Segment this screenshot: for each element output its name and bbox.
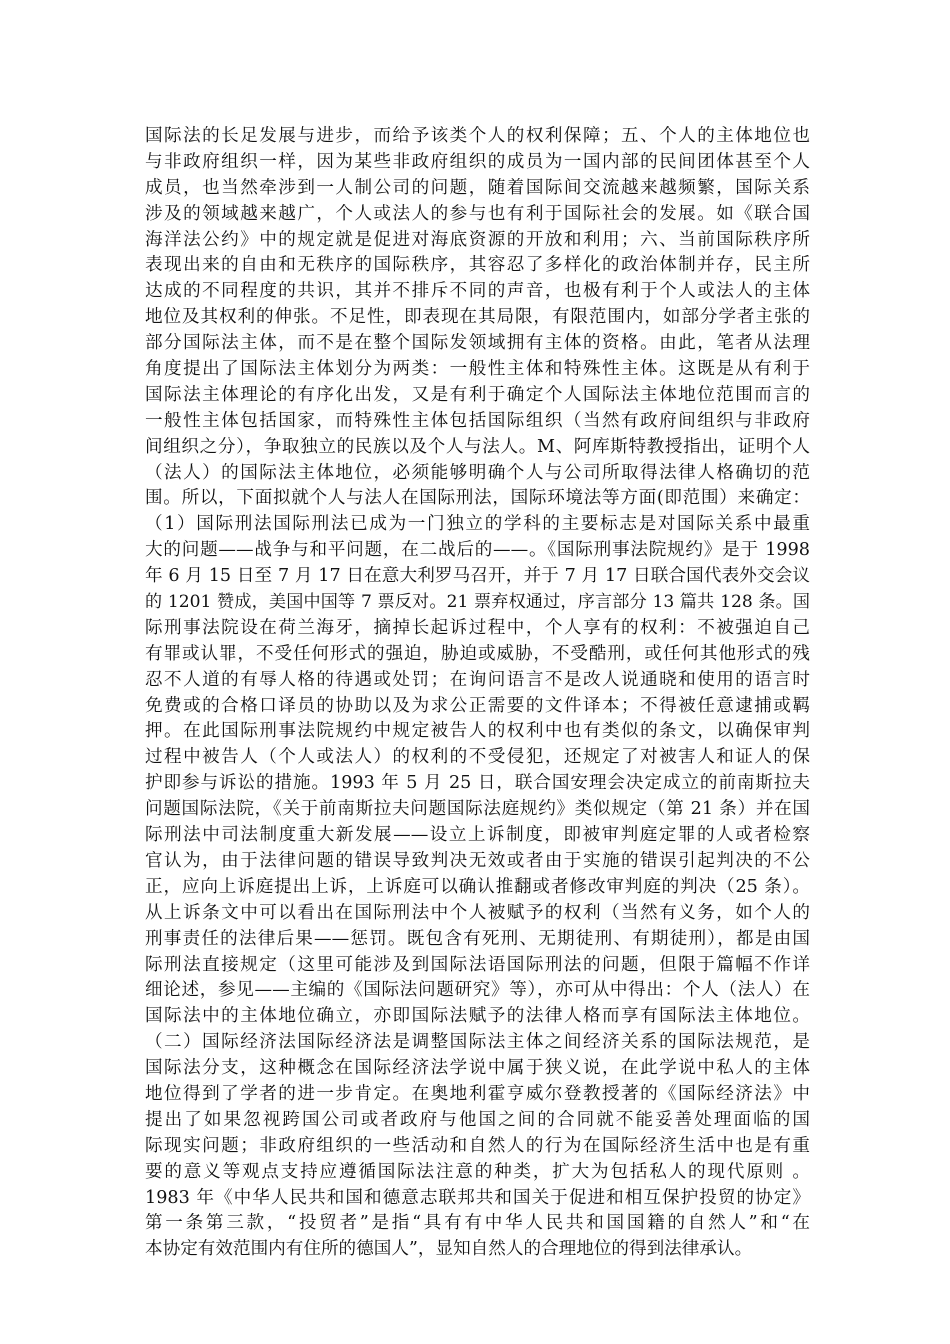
- text-line: 际刑法中司法制度重大新发展——设立上诉制度，即被审判庭定罪的人或者检察: [145, 825, 810, 846]
- text-line: 忍不人道的有辱人格的待遇或处罚；在询问语言不是改人说通晓和使用的语言时: [145, 669, 810, 690]
- text-line: 免费或的合格口译员的协助以及为求公正需要的文件译本；不得被任意逮捕或羁: [145, 695, 810, 716]
- text-line: 押。在此国际刑事法院规约中规定被告人的权利中也有类似的条文，以确保审判: [145, 721, 810, 742]
- text-line: 过程中被告人（个人或法人）的权利的不受侵犯，还规定了对被害人和证人的保: [145, 747, 810, 768]
- text-line: 围。所以，下面拟就个人与法人在国际刑法，国际环境法等方面(即范围）来确定：: [145, 488, 810, 509]
- text-line: 角度提出了国际法主体划分为两类：一般性主体和特殊性主体。这既是从有利于: [145, 359, 810, 380]
- text-line: 1983 年《中华人民共和国和德意志联邦共和国关于促进和相互保护投贸的协定》: [145, 1187, 810, 1208]
- text-line: 海洋法公约》中的规定就是促进对海底资源的开放和利用；六、当前国际秩序所: [145, 229, 810, 250]
- text-line: （法人）的国际法主体地位，必须能够明确个人与公司所取得法律人格确切的范: [145, 462, 810, 483]
- text-line: 细论述，参见——主编的《国际法问题研究》等），亦可从中得出：个人（法人）在: [145, 980, 810, 1001]
- text-line: 第一条第三款，“投贸者”是指“具有有中华人民共和国国籍的自然人”和“在: [145, 1213, 810, 1234]
- text-line: 成员，也当然牵涉到一人制公司的问题，随着国际间交流越来越频繁，国际关系: [145, 177, 810, 198]
- text-line: 的 1201 赞成，美国中国等 7 票反对。21 票弃权通过，序言部分 13 篇共 128 条。国: [145, 592, 810, 613]
- text-line: 间组织之分），争取独立的民族以及个人与法人。M、阿库斯特教授指出，证明个人: [145, 436, 810, 457]
- text-line: 国际法中的主体地位确立，亦即国际法赋予的法律人格而享有国际法主体地位。: [145, 1006, 810, 1027]
- text-line: 达成的不同程度的共识，其并不排斥不同的声音，也极有利于个人或法人的主体: [145, 281, 810, 302]
- text-line: 官认为，由于法律问题的错误导致判决无效或者由于实施的错误引起判决的不公: [145, 850, 810, 871]
- text-line: 年 6 月 15 日至 7 月 17 日在意大利罗马召开，并于 7 月 17 日联合国代表外交会议: [145, 566, 810, 587]
- text-line: （1）国际刑法国际刑法已成为一门独立的学科的主要标志是对国际关系中最重: [145, 514, 810, 535]
- text-line: 一般性主体包括国家，而特殊性主体包括国际组织（当然有政府间组织与非政府: [145, 410, 810, 431]
- text-line: 国际法的长足发展与进步，而给予该类个人的权利保障；五、个人的主体地位也: [145, 126, 810, 146]
- text-line: 护即参与诉讼的措施。1993 年 5 月 25 日，联合国安理会决定成立的前南斯拉夫: [145, 773, 810, 794]
- text-line: 问题国际法院，《关于前南斯拉夫问题国际法庭规约》类似规定（第 21 条）并在国: [145, 799, 810, 820]
- text-line: 本协定有效范围内有住所的德国人”，显知自然人的合理地位的得到法律承认。: [145, 1239, 753, 1260]
- text-line: （二）国际经济法国际经济法是调整国际法主体之间经济关系的国际法规范，是: [145, 1032, 810, 1053]
- text-line: 地位及其权利的伸张。不足性，即表现在其局限，有限范围内，如部分学者主张的: [145, 307, 810, 328]
- text-line: 国际法主体理论的有序化出发，又是有利于确定个人国际法主体地位范围而言的: [145, 384, 810, 405]
- text-line: 有罪或认罪，不受任何形式的强迫，胁迫或威胁，不受酷刑，或任何其他形式的残: [145, 643, 810, 664]
- body-text: [145, 124, 810, 1263]
- text-line: 涉及的领域越来越广，个人或法人的参与也有利于国际社会的发展。如《联合国: [145, 203, 810, 224]
- text-line: 与非政府组织一样，因为某些非政府组织的成员为一国内部的民间团体甚至个人: [145, 151, 810, 172]
- text-line: 国际法分支，这种概念在国际经济法学说中属于狭义说，在此学说中私人的主体: [145, 1058, 810, 1079]
- text-line: 际刑法直接规定（这里可能涉及到国际法语国际刑法的问题，但限于篇幅不作详: [145, 954, 810, 975]
- text-line: 正，应向上诉庭提出上诉，上诉庭可以确认推翻或者修改审判庭的判决（25 条）。: [145, 876, 810, 897]
- text-line: 表现出来的自由和无秩序的国际秩序，其容忍了多样化的政治体制并存，民主所: [145, 255, 810, 276]
- text-line: 部分国际法主体，而不是在整个国际发领域拥有主体的资格。由此，笔者从法理: [145, 333, 810, 354]
- text-line: 刑事责任的法律后果——惩罚。既包含有死刑、无期徒刑、有期徒刑），都是由国: [145, 928, 810, 949]
- text-line: 际现实问题；非政府组织的一些活动和自然人的行为在国际经济生活中也是有重: [145, 1135, 810, 1156]
- text-line: 际刑事法院设在荷兰海牙，摘掉长起诉过程中，个人享有的权利：不被强迫自己: [145, 617, 810, 638]
- text-line: 地位得到了学者的进一步肯定。在奥地利霍亨威尔登教授著的《国际经济法》中: [145, 1083, 810, 1104]
- text-line: 大的问题——战争与和平问题，在二战后的——。《国际刑事法院规约》是于 1998: [145, 540, 810, 561]
- text-line: 要的意义等观点支持应遵循国际法注意的种类，扩大为包括私人的现代原则 。: [145, 1161, 810, 1182]
- text-line: 从上诉条文中可以看出在国际刑法中个人被赋予的权利（当然有义务，如个人的: [145, 902, 810, 923]
- text-line: 提出了如果忽视跨国公司或者政府与他国之间的合同就不能妥善处理面临的国: [145, 1109, 810, 1130]
